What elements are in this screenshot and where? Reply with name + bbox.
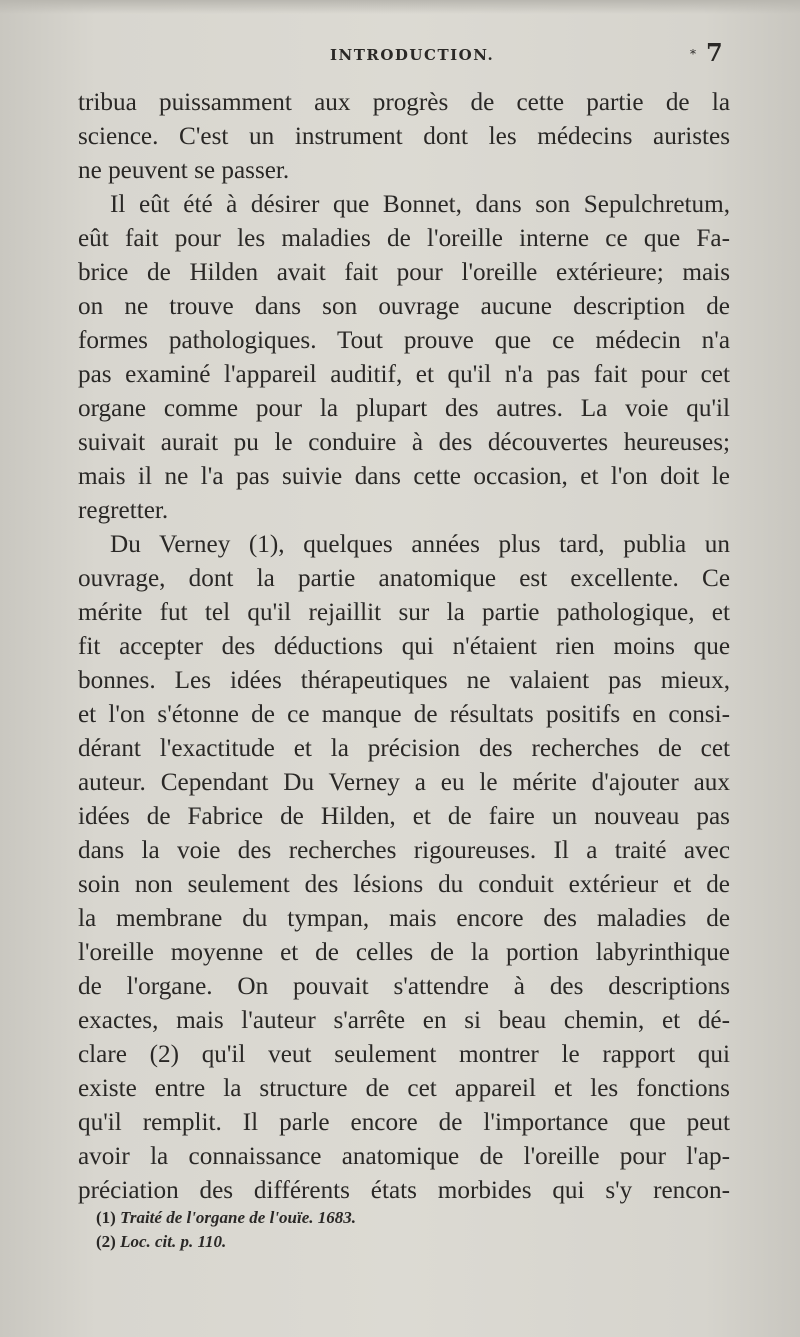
page-number: 7: [706, 38, 723, 67]
footnotes: [96, 1206, 696, 1254]
text-line: science. C'est un instrument dont les médecins auristes: [78, 123, 730, 150]
text-line: brice de Hilden avait fait pour l'oreille extérieure; mais: [78, 259, 730, 286]
text-line: bonnes. Les idées thérapeutiques ne valaient pas mieux,: [78, 667, 730, 694]
text-line: fit accepter des déductions qui n'étaient rien moins que: [78, 633, 730, 660]
footnote: [96, 1206, 696, 1230]
text-line: la membrane du tympan, mais encore des maladies de: [78, 905, 730, 932]
body-text: [78, 86, 730, 1208]
text-line: exactes, mais l'auteur s'arrête en si beau chemin, et dé-: [78, 1007, 730, 1034]
text-line: clare (2) qu'il veut seulement montrer le rapport qui: [78, 1041, 730, 1068]
text-line: et l'on s'étonne de ce manque de résultats positifs en consi-: [78, 701, 730, 728]
text-line: ouvrage, dont la partie anatomique est excellente. Ce: [78, 565, 730, 592]
text-line: eût fait pour les maladies de l'oreille interne ce que Fa-: [78, 225, 730, 252]
text-line: mérite fut tel qu'il rejaillit sur la partie pathologique, et: [78, 599, 730, 626]
text-line: on ne trouve dans son ouvrage aucune description de: [78, 293, 730, 320]
text-line: dans la voie des recherches rigoureuses. Il a traité avec: [78, 837, 730, 864]
footnote: [96, 1230, 696, 1254]
footnote-marker: (2): [96, 1232, 116, 1251]
signature-mark: *: [690, 47, 696, 61]
text-line: Il eût été à désirer que Bonnet, dans son Sepulchretum,: [110, 191, 730, 218]
text-line: qu'il remplit. Il parle encore de l'importance que peut: [78, 1109, 730, 1136]
text-line: l'oreille moyenne et de celles de la portion labyrinthique: [78, 939, 730, 966]
text-line: formes pathologiques. Tout prouve que ce médecin n'a: [78, 327, 730, 354]
text-line: ne peuvent se passer.: [78, 157, 290, 184]
footnote-text: Traité de l'organe de l'ouïe. 1683.: [120, 1208, 357, 1227]
text-line: organe comme pour la plupart des autres. La voie qu'il: [78, 395, 730, 422]
running-head: INTRODUCTION.: [330, 46, 495, 64]
footnote-marker: (1): [96, 1208, 116, 1227]
text-line: de l'organe. On pouvait s'attendre à des descriptions: [78, 973, 730, 1000]
text-line: pas examiné l'appareil auditif, et qu'il n'a pas fait pour cet: [78, 361, 730, 388]
page-edge-shadow: [0, 0, 800, 14]
text-line: regretter.: [78, 497, 169, 524]
text-line: existe entre la structure de cet appareil et les fonctions: [78, 1075, 730, 1102]
text-line: auteur. Cependant Du Verney a eu le mérite d'ajouter aux: [78, 769, 730, 796]
text-line: avoir la connaissance anatomique de l'oreille pour l'ap-: [78, 1143, 730, 1170]
text-line: idées de Fabrice de Hilden, et de faire un nouveau pas: [78, 803, 730, 830]
page-header: [0, 38, 800, 74]
text-line: préciation des différents états morbides qui s'y rencon-: [78, 1177, 730, 1204]
text-line: soin non seulement des lésions du conduit extérieur et de: [78, 871, 730, 898]
text-line: mais il ne l'a pas suivie dans cette occasion, et l'on doit le: [78, 463, 730, 490]
text-line: suivait aurait pu le conduire à des découvertes heureuses;: [78, 429, 730, 456]
text-line: Du Verney (1), quelques années plus tard, publia un: [110, 531, 730, 558]
text-line: dérant l'exactitude et la précision des recherches de cet: [78, 735, 730, 762]
footnote-text: Loc. cit. p. 110.: [120, 1232, 227, 1251]
text-line: tribua puissamment aux progrès de cette partie de la: [78, 89, 730, 116]
